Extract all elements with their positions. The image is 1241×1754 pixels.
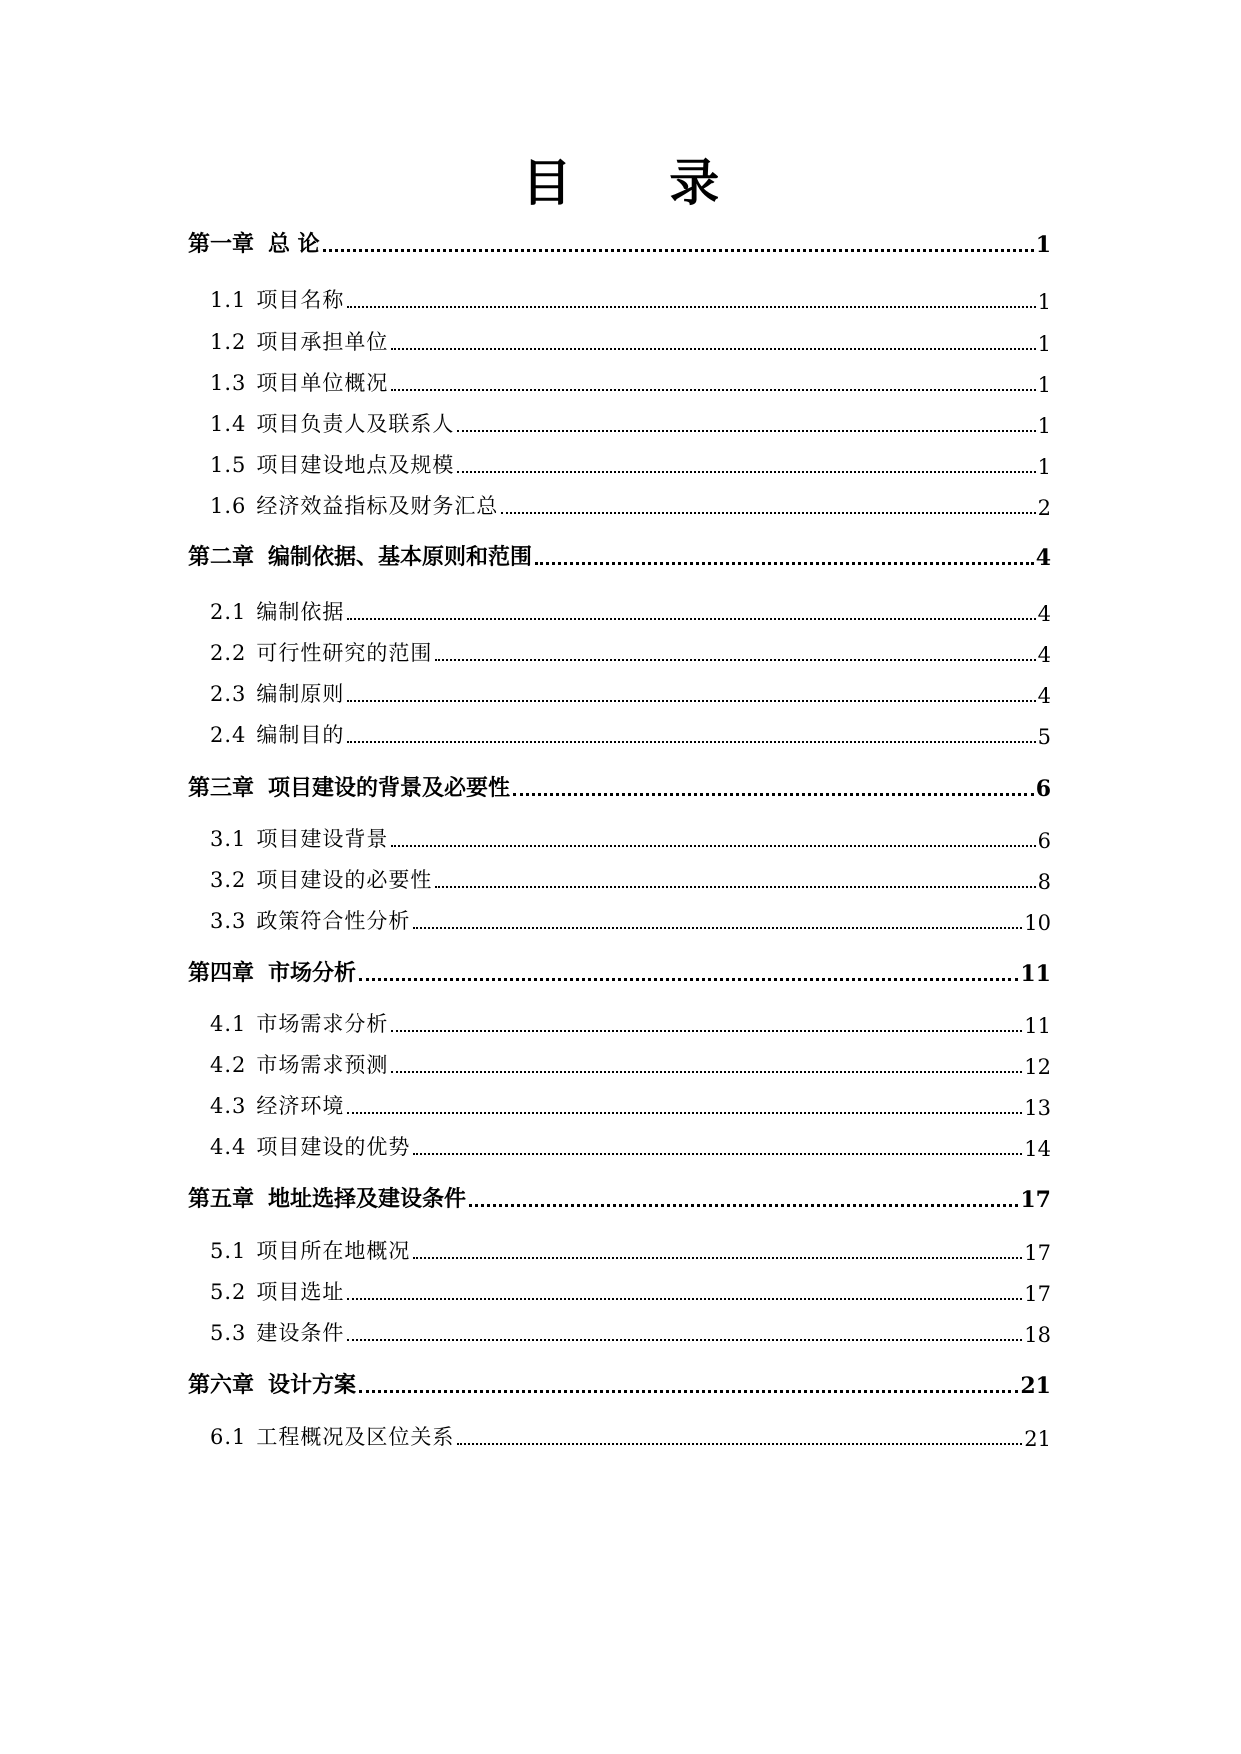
toc-entry-number: 第一章: [188, 231, 255, 257]
dot-leader: [457, 429, 1035, 432]
toc-entry-number: 2.2: [210, 641, 247, 665]
toc-section-entry[interactable]: [210, 1125, 1051, 1161]
toc-entry-number: 1.2: [210, 330, 247, 354]
toc-entry-number: 3.1: [210, 827, 247, 851]
toc-chapter-entry[interactable]: [188, 222, 1051, 258]
toc-entry-title: 项目单位概况: [256, 371, 389, 395]
toc-entry-label: [210, 905, 410, 935]
toc-page-number: 2: [1037, 496, 1051, 520]
dot-leader: [347, 305, 1035, 308]
toc-entry-title: 市场分析: [268, 960, 357, 986]
toc-entry-label: [210, 719, 344, 749]
toc-entry-number: 3.2: [210, 868, 247, 892]
dot-leader: [347, 699, 1035, 702]
toc-section-entry[interactable]: [210, 1311, 1051, 1347]
toc-entry-title: 建设条件: [256, 1321, 345, 1345]
toc-page-number: 17: [1024, 1282, 1051, 1306]
toc-entry-label: [210, 1008, 388, 1038]
dot-leader: [391, 388, 1035, 391]
toc-section-entry[interactable]: [210, 899, 1051, 935]
toc-page-number: 4: [1037, 602, 1051, 626]
toc-entry-label: [210, 637, 432, 667]
dot-leader: [501, 511, 1035, 514]
dot-leader: [435, 885, 1035, 888]
toc-entry-title: 编制原则: [256, 682, 345, 706]
toc-entry-label: [210, 1049, 388, 1079]
toc-page-number: 10: [1024, 911, 1051, 935]
toc-entry-number: 第二章: [188, 544, 255, 570]
toc-entry-number: 4.1: [210, 1012, 247, 1036]
toc-entry-label: [210, 823, 388, 853]
toc-entry-number: 第四章: [188, 960, 255, 986]
toc-entry-label: [210, 1131, 410, 1161]
toc-entry-title: 项目承担单位: [256, 330, 389, 354]
toc-entry-label: [210, 490, 498, 520]
toc-page-number: 1: [1037, 414, 1051, 438]
dot-leader: [413, 1152, 1022, 1155]
toc-chapter-entry[interactable]: [188, 1363, 1051, 1399]
toc-entry-number: 4.3: [210, 1094, 247, 1118]
toc-section-entry[interactable]: [210, 1415, 1051, 1451]
dot-leader: [347, 1111, 1022, 1114]
toc-page-number: 17: [1024, 1241, 1051, 1265]
toc-entry-title: 市场需求分析: [256, 1012, 389, 1036]
toc-entry-number: 1.3: [210, 371, 247, 395]
toc-entry-title: 项目建设的必要性: [256, 868, 433, 892]
dot-leader: [391, 1029, 1022, 1032]
dot-leader: [469, 1203, 1018, 1207]
toc-entry-number: 2.3: [210, 682, 247, 706]
toc-entry-label: [210, 1276, 344, 1306]
toc-entry-number: 1.5: [210, 453, 247, 477]
toc-section-entry[interactable]: [210, 443, 1051, 479]
toc-entry-title: 政策符合性分析: [256, 909, 411, 933]
toc-chapter-entry[interactable]: [188, 951, 1051, 987]
toc-entry-title: 项目名称: [256, 288, 345, 312]
toc-entry-title: 编制目的: [256, 723, 345, 747]
toc-page-number: 11: [1020, 961, 1051, 987]
dot-leader: [359, 1389, 1018, 1393]
toc-entry-title: 项目建设的背景及必要性: [268, 775, 511, 801]
toc-entry-number: 2.1: [210, 600, 247, 624]
toc-entry-title: 经济环境: [256, 1094, 345, 1118]
toc-section-entry[interactable]: [210, 1229, 1051, 1265]
toc-entry-number: 1.4: [210, 412, 247, 436]
dot-leader: [435, 658, 1035, 661]
toc-entry-title: 总 论: [268, 231, 320, 257]
toc-chapter-entry[interactable]: [188, 1177, 1051, 1213]
toc-entry-label: [210, 596, 344, 626]
toc-page-number: 14: [1024, 1137, 1051, 1161]
toc-entry-title: 编制依据: [256, 600, 345, 624]
toc-entry-number: 1.1: [210, 288, 247, 312]
toc-section-entry[interactable]: [210, 1270, 1051, 1306]
toc-section-entry[interactable]: [210, 858, 1051, 894]
toc-page-number: 6: [1035, 776, 1051, 802]
toc-entry-title: 地址选择及建设条件: [268, 1186, 467, 1212]
toc-entry-label: [210, 408, 454, 438]
toc-entry-title: 项目选址: [256, 1280, 345, 1304]
toc-page-number: 21: [1020, 1373, 1051, 1399]
toc-page-number: 5: [1037, 725, 1051, 749]
toc-entry-title: 经济效益指标及财务汇总: [256, 494, 499, 518]
toc-entry-label: [210, 678, 344, 708]
toc-section-entry[interactable]: [210, 1043, 1051, 1079]
toc-entry-label: [210, 326, 388, 356]
dot-leader: [513, 792, 1034, 796]
toc-page-number: 12: [1024, 1055, 1051, 1079]
toc-page-number: 4: [1037, 643, 1051, 667]
toc-entry-number: 第三章: [188, 775, 255, 801]
dot-leader: [391, 347, 1035, 350]
toc-entry-label: [210, 367, 388, 397]
toc-entry-number: 3.3: [210, 909, 247, 933]
toc-page-number: 1: [1037, 332, 1051, 356]
dot-leader: [347, 740, 1035, 743]
toc-entry-number: 5.3: [210, 1321, 247, 1345]
toc-entry-label: [188, 540, 532, 571]
dot-leader: [391, 844, 1035, 847]
toc-entry-label: [210, 864, 432, 894]
toc-section-entry[interactable]: [210, 320, 1051, 356]
toc-entry-label: [188, 227, 320, 258]
toc-page-number: 13: [1024, 1096, 1051, 1120]
toc-entry-label: [210, 1090, 344, 1120]
toc-entry-number: 5.1: [210, 1239, 247, 1263]
toc-page-number: 1: [1035, 232, 1051, 258]
toc-page-number: 17: [1020, 1187, 1051, 1213]
toc-entry-title: 工程概况及区位关系: [256, 1425, 455, 1449]
toc-entry-label: [210, 1421, 454, 1451]
toc-chapter-entry[interactable]: [188, 766, 1051, 802]
toc-page-number: 21: [1024, 1427, 1051, 1451]
toc-section-entry[interactable]: [210, 590, 1051, 626]
toc-entry-label: [210, 1317, 344, 1347]
toc-entry-label: [188, 1368, 356, 1399]
toc-page-number: 1: [1037, 290, 1051, 314]
toc-entry-label: [188, 771, 510, 802]
toc-section-entry[interactable]: [210, 817, 1051, 853]
toc-page-number: 6: [1037, 829, 1051, 853]
toc-entry-title: 项目建设地点及规模: [256, 453, 455, 477]
toc-entry-number: 5.2: [210, 1280, 247, 1304]
toc-section-entry[interactable]: [210, 631, 1051, 667]
toc-entry-label: [210, 1235, 410, 1265]
toc-page-number: 4: [1035, 545, 1051, 571]
toc-section-entry[interactable]: [210, 713, 1051, 749]
toc-entry-title: 设计方案: [268, 1372, 357, 1398]
toc-entry-title: 项目负责人及联系人: [256, 412, 455, 436]
dot-leader: [347, 1338, 1022, 1341]
page-title: 目 录: [521, 153, 760, 212]
toc-page-number: 4: [1037, 684, 1051, 708]
toc-entry-number: 1.6: [210, 494, 247, 518]
toc-chapter-entry[interactable]: [188, 535, 1051, 571]
toc-page-number: 1: [1037, 455, 1051, 479]
toc-entry-label: [188, 956, 356, 987]
toc-page-number: 1: [1037, 373, 1051, 397]
toc-entry-title: 编制依据、基本原则和范围: [268, 544, 533, 570]
dot-leader: [535, 561, 1034, 565]
toc-page-number: 18: [1024, 1323, 1051, 1347]
dot-leader: [347, 617, 1035, 620]
toc-entry-label: [210, 284, 344, 314]
toc-entry-title: 项目建设的优势: [256, 1135, 411, 1159]
toc-section-entry[interactable]: [210, 484, 1051, 520]
dot-leader: [359, 977, 1018, 981]
toc-entry-number: 第五章: [188, 1186, 255, 1212]
toc-page-number: 11: [1024, 1014, 1051, 1038]
toc-section-entry[interactable]: [210, 402, 1051, 438]
dot-leader: [413, 926, 1022, 929]
toc-entry-title: 项目建设背景: [256, 827, 389, 851]
toc-page-number: 8: [1037, 870, 1051, 894]
toc-section-entry[interactable]: [210, 672, 1051, 708]
dot-leader: [347, 1297, 1022, 1300]
dot-leader: [457, 1442, 1022, 1445]
toc-entry-number: 6.1: [210, 1425, 247, 1449]
dot-leader: [413, 1256, 1022, 1259]
toc-entry-number: 2.4: [210, 723, 247, 747]
dot-leader: [391, 1070, 1022, 1073]
toc-section-entry[interactable]: [210, 1002, 1051, 1038]
toc-section-entry[interactable]: [210, 1084, 1051, 1120]
toc-entry-label: [188, 1182, 466, 1213]
toc-entry-label: [210, 449, 454, 479]
toc-entry-title: 可行性研究的范围: [256, 641, 433, 665]
toc-entry-title: 项目所在地概况: [256, 1239, 411, 1263]
toc-section-entry[interactable]: [210, 361, 1051, 397]
toc-section-entry[interactable]: [210, 278, 1051, 314]
toc-entry-title: 市场需求预测: [256, 1053, 389, 1077]
toc-entry-number: 第六章: [188, 1372, 255, 1398]
toc-entry-number: 4.4: [210, 1135, 247, 1159]
dot-leader: [457, 470, 1035, 473]
toc-entry-number: 4.2: [210, 1053, 247, 1077]
dot-leader: [323, 248, 1034, 252]
